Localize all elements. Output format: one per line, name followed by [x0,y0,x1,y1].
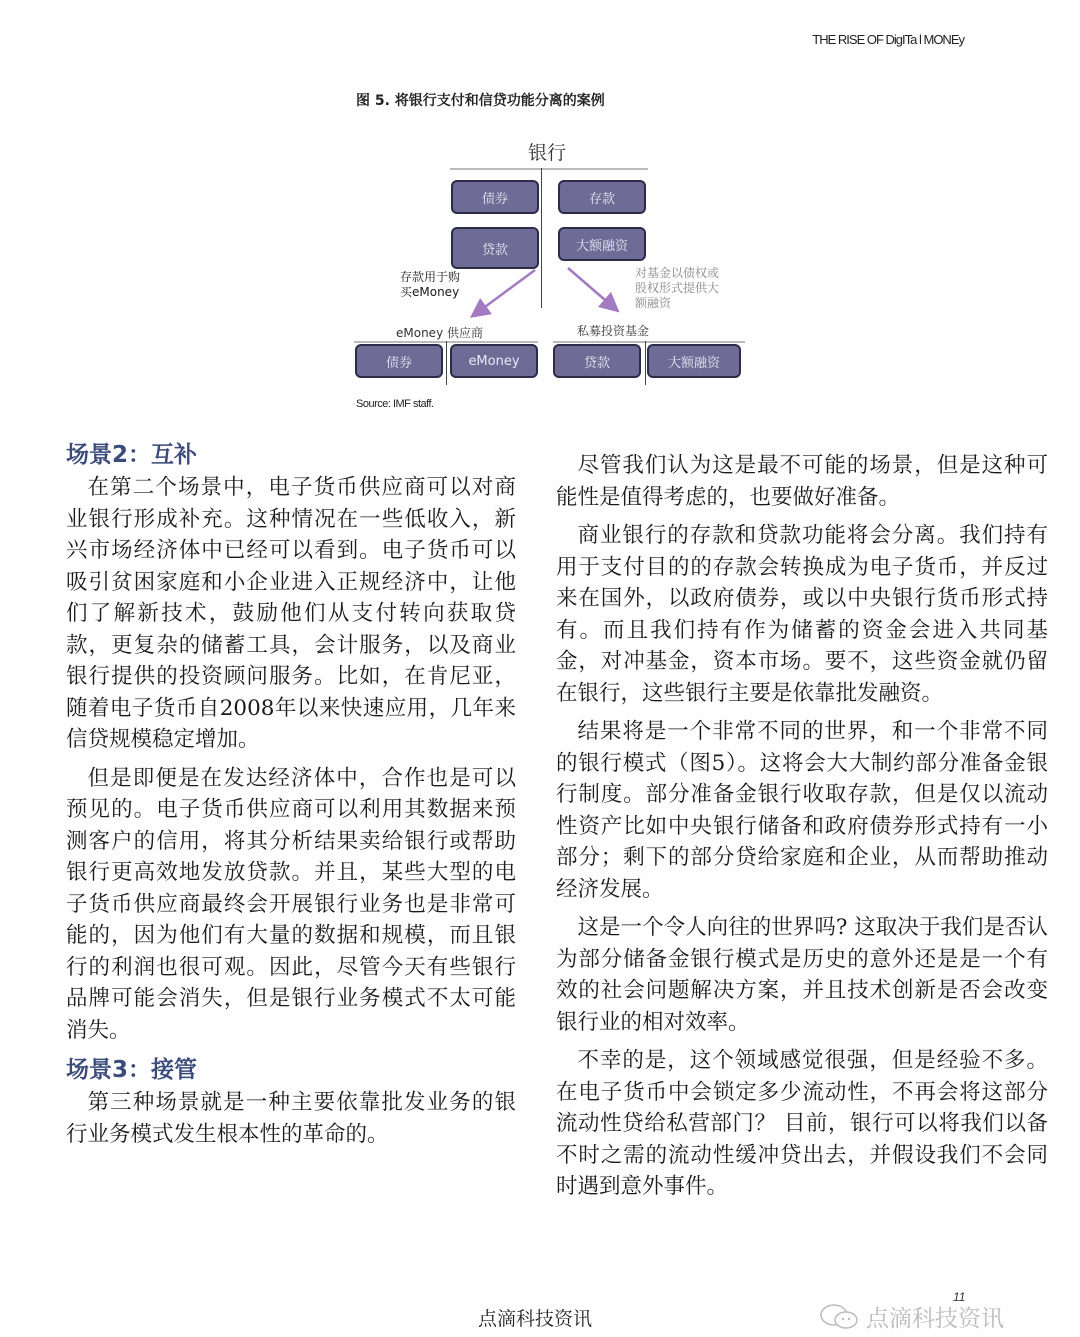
paragraph: 尽管我们认为这是最不可能的场景，但是这种可能性是值得考虑的，也要做好准备。 [556,453,1048,510]
bank-label: 银行 [528,142,567,164]
arrow-to-fund [568,268,612,306]
fund-box-loans: 贷款 [553,344,641,378]
left-column [66,438,516,1157]
paragraph: 商业银行的存款和贷款功能将会分离。我们持有用于支付目的的存款会转换成为电子货币，并反过来在国外，以政府债券，或以中央银行货币形式持有。而且我们持有作为储蓄的资金会进入共同基金，对冲基金，资本市场。要不，这些资金就仍留在银行，这些银行主要是依靠批发融资。 [556,523,1048,706]
heading-scenario-3: 场景3：接管 [66,1057,198,1083]
heading-scenario-2: 场景2：互补 [66,442,198,468]
paragraph: 第三种场景就是一种主要依靠批发业务的银行业务模式发生根本性的革命的。 [66,1090,516,1147]
figure-source: Source: IMF staff. [356,398,434,410]
right-column [556,450,1048,1210]
emoney-center-line [446,341,447,385]
bank-box-deposits: 存款 [558,180,646,214]
fund-divider-line [553,341,745,343]
fund-center-line [645,341,646,385]
watermark-text: 点滴科技资讯 [866,1306,1004,1332]
bank-box-wholesale: 大额融资 [558,227,646,261]
emoney-provider-label: eMoney 供应商 [396,326,483,340]
emoney-box-emoney: eMoney [450,344,538,378]
bank-box-bonds: 债券 [451,180,539,214]
bank-separation-diagram [350,130,750,420]
footer-brand: 点滴科技资讯 [478,1308,593,1330]
figure-title: 图 5. 将银行支付和信贷功能分离的案例 [356,93,605,109]
paragraph: 结果将是一个非常不同的世界，和一个非常不同的银行模式（图5）。这将会大大制约部分准备金银行制度。部分准备金银行收取存款，但是仅以流动性资产比如中央银行储备和政府债券形式持有一小部分；剩下的部分贷给家庭和企业，从而帮助推动经济发展。 [556,719,1048,902]
paragraph: 但是即便是在发达经济体中，合作也是可以预见的。电子货币供应商可以利用其数据来预测客户的信用，将其分析结果卖给银行或帮助银行更高效地发放贷款。并且，某些大型的电子货币供应商最终会开展银行业务也是非常可能的，因为他们有大量的数据和规模，而且银行的利润也很可观。因此，尽管今天有些银行品牌可能会消失，但是银行业务模式不太可能消失。 [66,765,516,1043]
note-deposit-emoney: 存款用于购 买eMoney [400,270,461,299]
paragraph: 这是一个令人向往的世界吗? 这取决于我们是否认为部分储备金银行模式是历史的意外还是是一个有效的社会问题解决方案，并且技术创新是否会改变银行业的相对效率。 [556,915,1048,1035]
paragraph: 在第二个场景中，电子货币供应商可以对商业银行形成补充。这种情况在一些低收入，新兴市场经济体中已经可以看到。电子货币可以吸引贫困家庭和小企业进入正规经济中，让他们了解新技术，鼓励他们从支付转向获取贷款，更复杂的储蓄工具，会计服务，以及商业银行提供的投资顾问服务。比如，在肯尼亚，随着电子货币自2008年以来快速应用，几年来信贷规模稳定增加。 [66,475,516,752]
wechat-watermark [818,1300,1004,1333]
bank-box-loans: 贷款 [451,227,539,269]
running-header: THE RISE OF DigITa l MONEy [812,32,964,47]
note-fund-financing: 对基金以债权或 股权形式提供大 额融资 [635,266,720,310]
page-number: 11 [953,1290,966,1304]
private-fund-label: 私募投资基金 [577,324,650,338]
arrow-to-emoney [478,270,535,312]
paragraph: 不幸的是，这个领域感觉很强，但是经验不多。在电子货币中会锁定多少流动性，不再会将这部分流动性贷给私营部门？ 目前，银行可以将我们以备不时之需的流动性缓冲贷出去，并假设我们不会同时遇到意外事件。 [556,1048,1048,1199]
emoney-box-bonds: 债券 [355,344,443,378]
fund-box-wholesale: 大额融资 [647,344,741,378]
wechat-icon [818,1303,862,1331]
